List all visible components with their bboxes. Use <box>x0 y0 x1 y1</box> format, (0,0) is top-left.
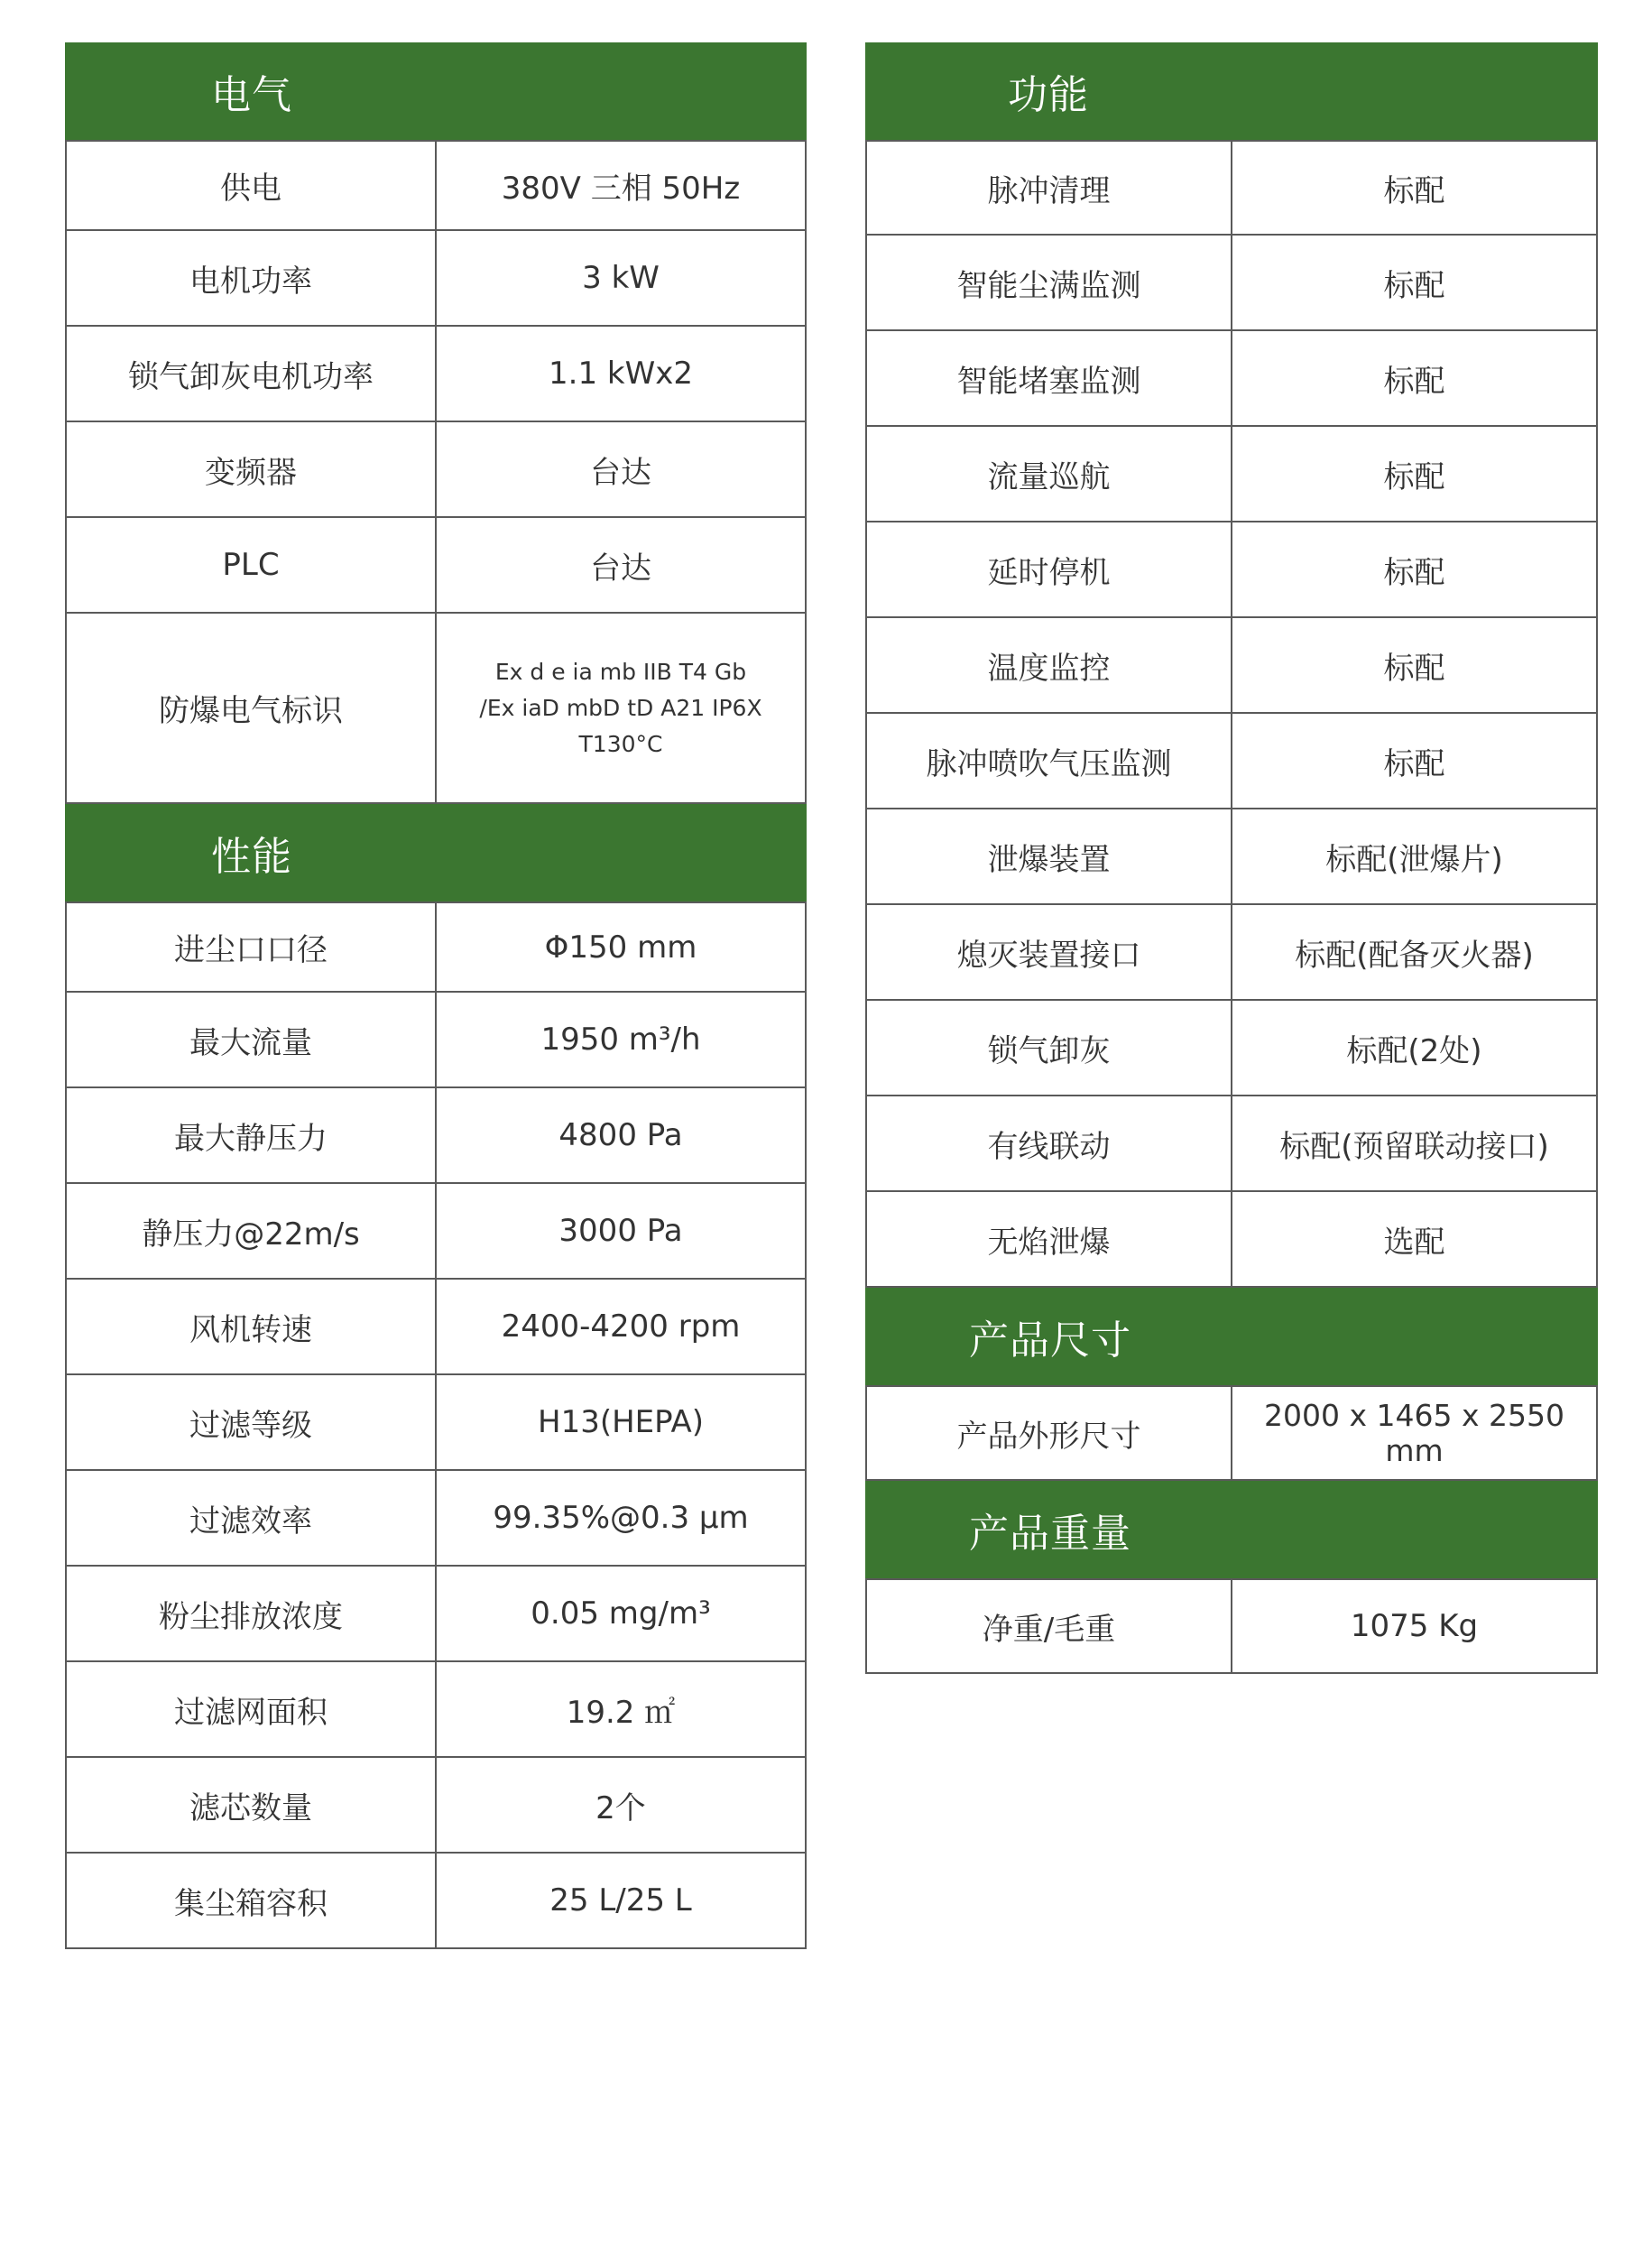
spec-label: 供电 <box>66 141 436 230</box>
spec-value-line: /Ex iaD mbD tD A21 IP6X T130°C <box>479 694 762 757</box>
functions-section-title: 功能 <box>1008 72 1089 118</box>
spec-value: 19.2 ㎡ <box>436 1661 806 1757</box>
table-row <box>66 613 806 803</box>
electrical-section-header <box>65 42 807 140</box>
weight-spec-table <box>865 1578 1598 1674</box>
spec-label: 最大静压力 <box>66 1087 436 1183</box>
table-row <box>866 1000 1597 1096</box>
spec-value: 标配 <box>1232 235 1597 330</box>
table-row <box>66 1757 806 1853</box>
spec-label: 锁气卸灰 <box>866 1000 1232 1096</box>
spec-label: 电机功率 <box>66 230 436 326</box>
spec-value <box>436 613 806 803</box>
spec-value: 99.35%@0.3 μm <box>436 1470 806 1566</box>
table-row <box>866 1386 1597 1480</box>
table-row <box>66 230 806 326</box>
table-row <box>66 1087 806 1183</box>
spec-value: 1950 m³/h <box>436 992 806 1087</box>
spec-value: 标配 <box>1232 522 1597 617</box>
spec-value: 标配(2处) <box>1232 1000 1597 1096</box>
functions-spec-table <box>865 140 1598 1288</box>
spec-value: 2400-4200 rpm <box>436 1279 806 1374</box>
weight-section-title: 产品重量 <box>969 1511 1131 1557</box>
spec-value: 4800 Pa <box>436 1087 806 1183</box>
performance-section-title: 性能 <box>211 834 292 880</box>
spec-label: 无焰泄爆 <box>866 1191 1232 1287</box>
left-column <box>65 42 807 1949</box>
electrical-spec-table <box>65 140 807 804</box>
spec-label: 智能尘满监测 <box>866 235 1232 330</box>
spec-label: 变频器 <box>66 421 436 517</box>
spec-label: PLC <box>66 517 436 613</box>
spec-value: 标配 <box>1232 330 1597 426</box>
spec-label: 延时停机 <box>866 522 1232 617</box>
spec-value: 台达 <box>436 517 806 613</box>
spec-label: 滤芯数量 <box>66 1757 436 1853</box>
spec-label: 熄灭装置接口 <box>866 904 1232 1000</box>
spec-label: 净重/毛重 <box>866 1579 1232 1673</box>
spec-value: 标配(配备灭火器) <box>1232 904 1597 1000</box>
spec-value: 标配 <box>1232 426 1597 522</box>
electrical-section-title: 电气 <box>211 72 292 118</box>
table-row <box>866 235 1597 330</box>
table-row <box>866 809 1597 904</box>
table-row <box>66 421 806 517</box>
table-row <box>866 617 1597 713</box>
spec-value: Φ150 mm <box>436 902 806 992</box>
table-row <box>866 904 1597 1000</box>
spec-label: 温度监控 <box>866 617 1232 713</box>
spec-label: 脉冲清理 <box>866 141 1232 235</box>
spec-label: 泄爆装置 <box>866 809 1232 904</box>
table-row <box>866 1096 1597 1191</box>
table-row <box>866 522 1597 617</box>
table-row <box>866 330 1597 426</box>
right-column <box>865 42 1598 1674</box>
spec-label: 集尘箱容积 <box>66 1853 436 1948</box>
spec-label: 静压力@22m/s <box>66 1183 436 1279</box>
table-row <box>66 902 806 992</box>
spec-value: 标配(泄爆片) <box>1232 809 1597 904</box>
table-row <box>866 141 1597 235</box>
table-row <box>66 517 806 613</box>
weight-section-header <box>865 1481 1598 1578</box>
table-row <box>66 1183 806 1279</box>
table-row <box>866 1579 1597 1673</box>
table-row <box>66 1853 806 1948</box>
spec-value-line: Ex d e ia mb IIB T4 Gb <box>494 658 747 685</box>
spec-label: 脉冲喷吹气压监测 <box>866 713 1232 809</box>
spec-value: 380V 三相 50Hz <box>436 141 806 230</box>
spec-value: 3 kW <box>436 230 806 326</box>
table-row <box>66 1566 806 1661</box>
functions-section-header <box>865 42 1598 140</box>
spec-label: 有线联动 <box>866 1096 1232 1191</box>
performance-section-header <box>65 804 807 901</box>
spec-label: 风机转速 <box>66 1279 436 1374</box>
spec-label: 产品外形尺寸 <box>866 1386 1232 1480</box>
table-row <box>866 713 1597 809</box>
spec-value: H13(HEPA) <box>436 1374 806 1470</box>
table-row <box>66 992 806 1087</box>
spec-value: 标配 <box>1232 617 1597 713</box>
dimensions-section-title: 产品尺寸 <box>969 1318 1131 1364</box>
performance-spec-table <box>65 901 807 1949</box>
spec-value: 标配 <box>1232 141 1597 235</box>
table-row <box>66 1279 806 1374</box>
spec-value: 标配 <box>1232 713 1597 809</box>
spec-label: 防爆电气标识 <box>66 613 436 803</box>
table-row <box>866 1191 1597 1287</box>
spec-label: 最大流量 <box>66 992 436 1087</box>
spec-value: 1.1 kWx2 <box>436 326 806 421</box>
spec-value: 3000 Pa <box>436 1183 806 1279</box>
spec-value: 标配(预留联动接口) <box>1232 1096 1597 1191</box>
spec-label: 过滤效率 <box>66 1470 436 1566</box>
spec-label: 流量巡航 <box>866 426 1232 522</box>
table-row <box>66 1374 806 1470</box>
spec-value: 2000 x 1465 x 2550 mm <box>1232 1386 1597 1480</box>
spec-label: 锁气卸灰电机功率 <box>66 326 436 421</box>
spec-value: 1075 Kg <box>1232 1579 1597 1673</box>
spec-label: 智能堵塞监测 <box>866 330 1232 426</box>
spec-value: 选配 <box>1232 1191 1597 1287</box>
spec-value: 2个 <box>436 1757 806 1853</box>
dimensions-section-header <box>865 1288 1598 1385</box>
table-row <box>66 141 806 230</box>
table-row <box>66 1470 806 1566</box>
spec-label: 过滤等级 <box>66 1374 436 1470</box>
spec-label: 粉尘排放浓度 <box>66 1566 436 1661</box>
table-row <box>866 426 1597 522</box>
dimensions-spec-table <box>865 1385 1598 1481</box>
spec-value: 台达 <box>436 421 806 517</box>
table-row <box>66 1661 806 1757</box>
spec-value: 25 L/25 L <box>436 1853 806 1948</box>
table-row <box>66 326 806 421</box>
spec-label: 过滤网面积 <box>66 1661 436 1757</box>
spec-label: 进尘口口径 <box>66 902 436 992</box>
spec-value: 0.05 mg/m³ <box>436 1566 806 1661</box>
